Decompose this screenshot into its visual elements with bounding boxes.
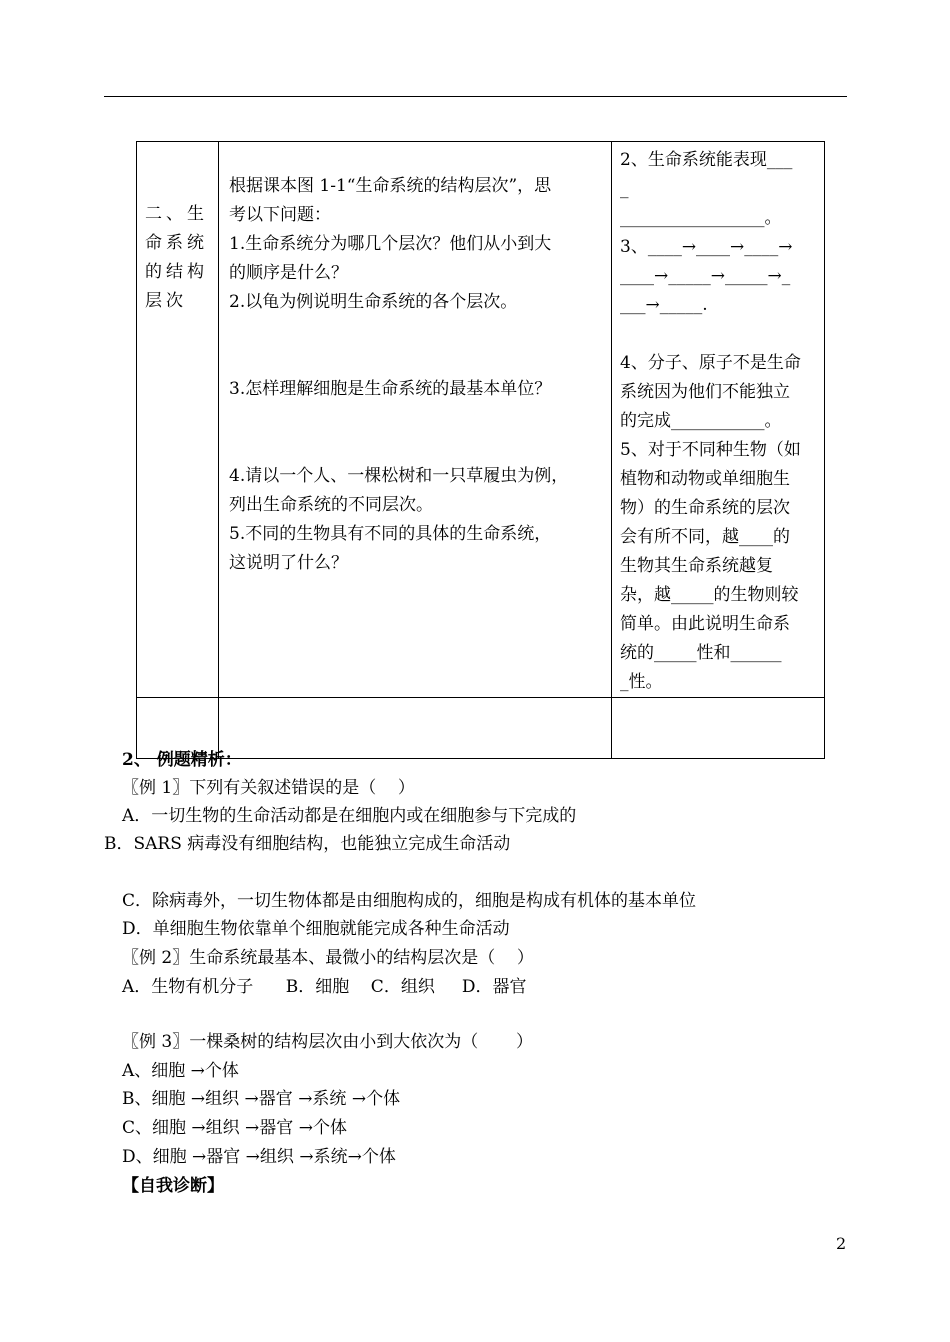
answer-3: ____→_____→_____→_	[620, 266, 791, 286]
section-label-cell	[137, 142, 219, 698]
table-row	[137, 142, 825, 698]
example-3-option-a: A、细胞 →个体	[122, 1061, 239, 1081]
questions-cell	[219, 142, 612, 698]
answer-2: _	[620, 179, 629, 199]
answer-5: 生物其生命系统越复	[620, 556, 773, 576]
example-1-option-b: B．SARS 病毒没有细胞结构，也能独立完成生命活动	[104, 834, 511, 854]
example-3-option-b: B、细胞 →组织 →器官 →系统 →个体	[122, 1089, 401, 1109]
example-1-option-d: D．单细胞生物依靠单个细胞就能完成各种生命活动	[122, 919, 510, 939]
answer-4: 的完成___________。	[620, 411, 782, 431]
section-label-line: 命系统	[145, 233, 208, 253]
answer-2: _________________。	[620, 208, 782, 228]
intro-line: 根据课本图 1-1“生命系统的结构层次”，思	[229, 176, 552, 196]
question-1: 的顺序是什么？	[229, 263, 348, 283]
example-3-option-c: C、细胞 →组织 →器官 →个体	[122, 1118, 347, 1138]
answer-5: 物）的生命系统的层次	[620, 498, 790, 518]
answer-3: 3、____→____→____→	[620, 237, 793, 257]
answer-5: 简单。由此说明生命系	[620, 614, 790, 634]
question-3: 3.怎样理解细胞是生命系统的最基本单位？	[229, 379, 552, 399]
question-1: 1.生命系统分为哪几个层次？他们从小到大	[229, 234, 552, 254]
header-rule	[104, 96, 847, 97]
question-4: 4.请以一个人、一棵松树和一只草履虫为例，	[229, 466, 569, 486]
answer-5: 统的_____性和______	[620, 643, 782, 663]
answer-2: 2、生命系统能表现___	[620, 150, 793, 170]
empty-cell	[219, 698, 612, 759]
answers-cell	[612, 142, 825, 698]
example-3-stem: 〖例 3〗一棵桑树的结构层次由小到大依次为（ ）	[122, 1032, 534, 1052]
answer-3: ___→_____.	[620, 295, 708, 315]
section-label-line: 的结构	[145, 262, 208, 282]
intro-line: 考以下问题：	[229, 205, 331, 225]
answer-5: 植物和动物或单细胞生	[620, 469, 790, 489]
question-4: 列出生命系统的不同层次。	[229, 495, 433, 515]
examples-heading: 2、 例题精析：	[122, 750, 242, 770]
example-1-stem: 〖例 1〗下列有关叙述错误的是（ ）	[122, 778, 415, 798]
answer-5: _性。	[620, 672, 663, 692]
section-label-line: 层次	[145, 291, 187, 311]
section-label-line: 二、生	[145, 204, 208, 224]
question-2: 2.以龟为例说明生命系统的各个层次。	[229, 292, 518, 312]
lesson-table	[136, 141, 825, 759]
answer-5: 会有所不同，越____的	[620, 527, 790, 547]
answer-4: 4、分子、原子不是生命	[620, 353, 801, 373]
question-5: 这说明了什么？	[229, 553, 348, 573]
example-1-option-c: C．除病毒外，一切生物体都是由细胞构成的，细胞是构成有机体的基本单位	[122, 891, 697, 911]
answer-5: 5、对于不同种生物（如	[620, 440, 801, 460]
answer-5: 杂，越_____的生物则较	[620, 585, 799, 605]
self-check-heading: 【自我诊断】	[122, 1176, 224, 1196]
example-1-option-a: A．一切生物的生命活动都是在细胞内或在细胞参与下完成的	[122, 806, 577, 826]
page-number: 2	[836, 1234, 847, 1253]
empty-cell	[612, 698, 825, 759]
answer-4: 系统因为他们不能独立	[620, 382, 790, 402]
question-5: 5.不同的生物具有不同的具体的生命系统，	[229, 524, 552, 544]
example-2-options: A．生物有机分子 B．细胞 C．组织 D．器官	[122, 977, 527, 997]
example-2-stem: 〖例 2〗生命系统最基本、最微小的结构层次是（ ）	[122, 948, 534, 968]
example-3-option-d: D、细胞 →器官 →组织 →系统→个体	[122, 1147, 396, 1167]
